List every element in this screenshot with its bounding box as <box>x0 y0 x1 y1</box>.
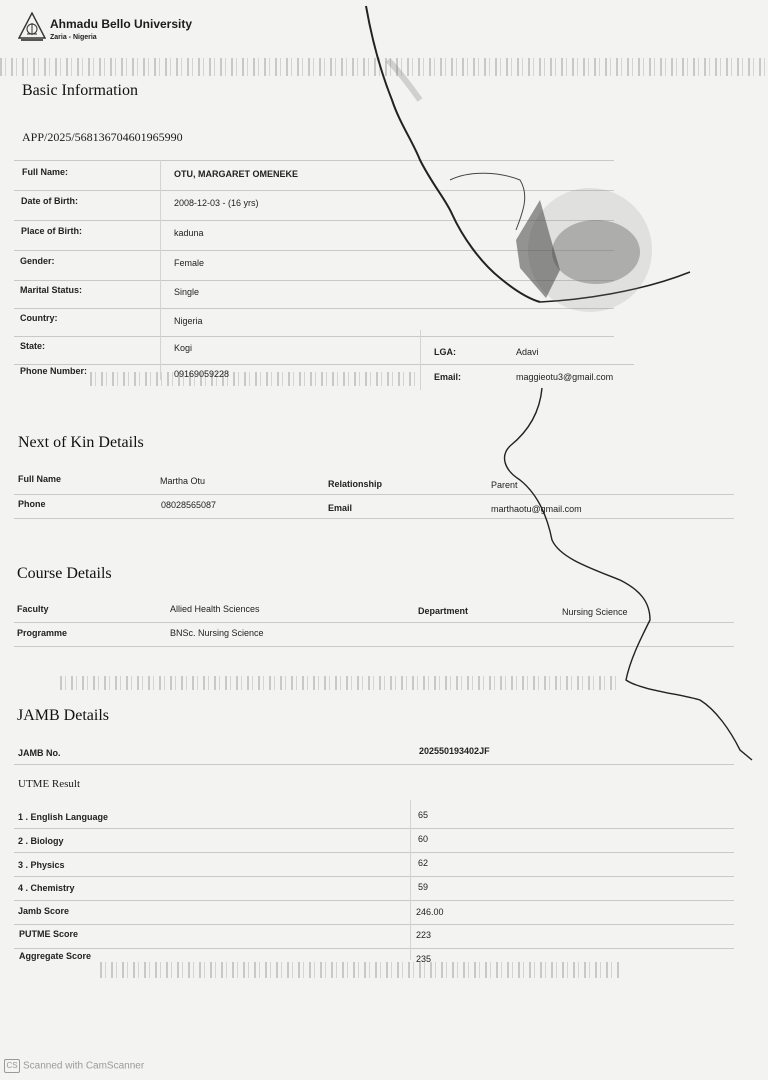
subject-label: 1 . English Language <box>18 812 109 822</box>
dob-label: Date of Birth: <box>21 196 78 206</box>
utme-result-title: UTME Result <box>18 778 81 790</box>
jamb-score-label: Jamb Score <box>18 906 70 916</box>
phone-label: Phone Number: <box>20 366 88 376</box>
scanner-watermark-text: Scanned with CamScanner <box>23 1060 145 1072</box>
jamb-no-label: JAMB No. <box>18 748 61 758</box>
department-label: Department <box>418 606 469 616</box>
pob-value: kaduna <box>174 228 204 238</box>
jamb-details-title: JAMB Details <box>17 707 109 724</box>
kin-email-label: Email <box>328 503 353 513</box>
putme-score-value: 223 <box>416 930 432 940</box>
full-name-value: OTU, MARGARET OMENEKE <box>174 169 299 179</box>
subject-label: 2 . Biology <box>18 836 64 846</box>
gender-label: Gender: <box>20 256 55 266</box>
subject-label: 3 . Physics <box>18 860 65 870</box>
lga-value: Adavi <box>516 347 539 357</box>
kin-email-value: marthaotu@gmail.com <box>491 504 582 514</box>
aggregate-score-value: 235 <box>416 954 432 964</box>
kin-phone-value: 08028565087 <box>161 500 217 510</box>
lga-label: LGA: <box>434 347 456 357</box>
subject-score: 59 <box>418 882 429 892</box>
camscanner-icon: CS <box>4 1059 20 1073</box>
marital-status-label: Marital Status: <box>20 285 83 295</box>
kin-name-label: Full Name <box>18 474 62 484</box>
country-value: Nigeria <box>174 316 203 326</box>
aggregate-score-label: Aggregate Score <box>19 951 92 961</box>
gender-value: Female <box>174 258 205 268</box>
kin-relationship-label: Relationship <box>328 479 383 489</box>
jamb-no-value: 202550193402JF <box>419 746 490 756</box>
course-details-title: Course Details <box>17 565 112 582</box>
application-number: APP/2025/568136704601965990 <box>22 130 183 144</box>
full-name-label: Full Name: <box>22 167 69 177</box>
kin-name-value: Martha Otu <box>160 476 206 486</box>
dob-value: 2008-12-03 - (16 yrs) <box>174 198 259 208</box>
email-label: Email: <box>434 372 462 382</box>
subject-score: 65 <box>418 810 429 820</box>
basic-info-title: Basic Information <box>22 82 138 99</box>
subject-label: 4 . Chemistry <box>18 883 75 893</box>
marital-status-value: Single <box>174 287 200 297</box>
faculty-value: Allied Health Sciences <box>170 604 260 614</box>
jamb-score-value: 246.00 <box>416 907 444 917</box>
faculty-label: Faculty <box>17 604 49 614</box>
state-value: Kogi <box>174 343 193 353</box>
programme-label: Programme <box>17 628 68 638</box>
programme-value: BNSc. Nursing Science <box>170 628 264 638</box>
subject-score: 60 <box>418 834 429 844</box>
university-name: Ahmadu Bello University <box>50 17 193 31</box>
state-label: State: <box>20 341 46 351</box>
pob-label: Place of Birth: <box>21 226 83 236</box>
department-value: Nursing Science <box>562 607 628 617</box>
next-of-kin-title: Next of Kin Details <box>18 434 144 451</box>
country-label: Country: <box>20 313 58 323</box>
subject-score: 62 <box>418 858 429 868</box>
kin-phone-label: Phone <box>18 499 46 509</box>
putme-score-label: PUTME Score <box>19 929 79 939</box>
email-value: maggieotu3@gmail.com <box>516 372 614 382</box>
phone-value: 09169059228 <box>174 369 230 379</box>
kin-relationship-value: Parent <box>491 480 518 490</box>
university-location: Zaria - Nigeria <box>50 34 97 41</box>
scanner-watermark <box>4 1059 144 1073</box>
